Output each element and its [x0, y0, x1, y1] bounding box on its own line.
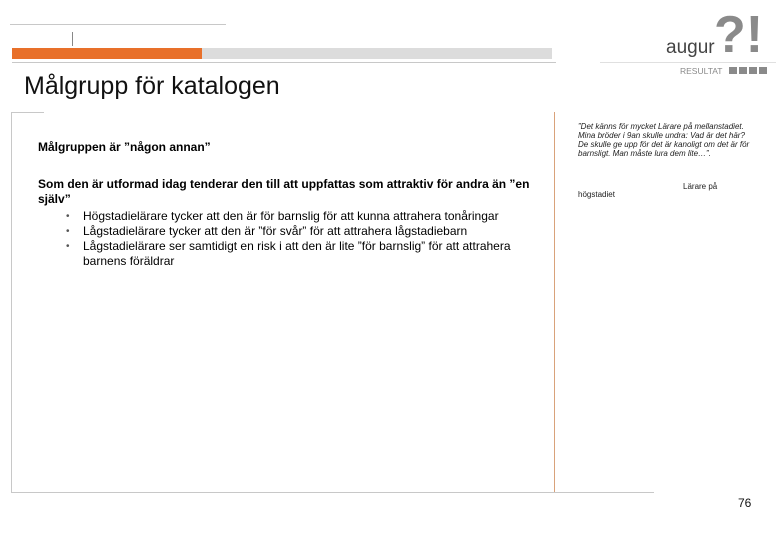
quote-author: Lärare på [683, 182, 718, 191]
logo-mark-text: ?! [714, 6, 764, 64]
heading-perception: Som den är utformad idag tenderar den till att uppfattas som attraktiv för andra än ”en själv” [38, 177, 530, 206]
heading-target-group: Målgruppen är ”någon annan” [38, 140, 211, 154]
bullet-item: • Högstadielärare tycker att den är för barnslig för att kunna attrahera tonåringar [38, 209, 538, 224]
top-rule [10, 24, 226, 25]
logo-label-text: RESULTAT [680, 66, 723, 76]
bullet-item: • Lågstadielärare ser samtidigt en risk i att den är lite ”för barnslig” för att attrahera barnens föräldrar [38, 239, 538, 269]
page-title: Målgrupp för katalogen [24, 72, 280, 100]
bullet-item: • Lågstadielärare tycker att den är ”för svår” för att attrahera lågstadiebarn [38, 224, 538, 239]
main-content [38, 140, 538, 269]
quote-text: ”Det känns för mycket Lärare på mellanstadiet. Mina bröder i 9an skulle undra: Vad är det här? De skulle ge upp för det är kanoligt om det är för barnsligt. Man måste lura dem lite…”. [578, 122, 750, 158]
section-bar-active [12, 48, 202, 59]
logo-brand-text: augur [666, 37, 715, 58]
logo-square-4 [759, 67, 767, 74]
logo-square-2 [739, 67, 747, 74]
augur-logo [664, 6, 774, 80]
content-rule [12, 112, 44, 113]
quote-source: högstadiet [578, 190, 615, 199]
bullet-list [38, 209, 538, 269]
bottom-frame [11, 492, 654, 493]
title-rule [12, 62, 556, 63]
section-bar-inactive [202, 48, 552, 59]
logo-square-1 [729, 67, 737, 74]
top-tick [72, 32, 73, 46]
left-frame [11, 112, 12, 492]
page-number: 76 [738, 496, 752, 510]
column-divider [554, 112, 555, 492]
augur-logo-mark [664, 6, 774, 80]
logo-square-3 [749, 67, 757, 74]
